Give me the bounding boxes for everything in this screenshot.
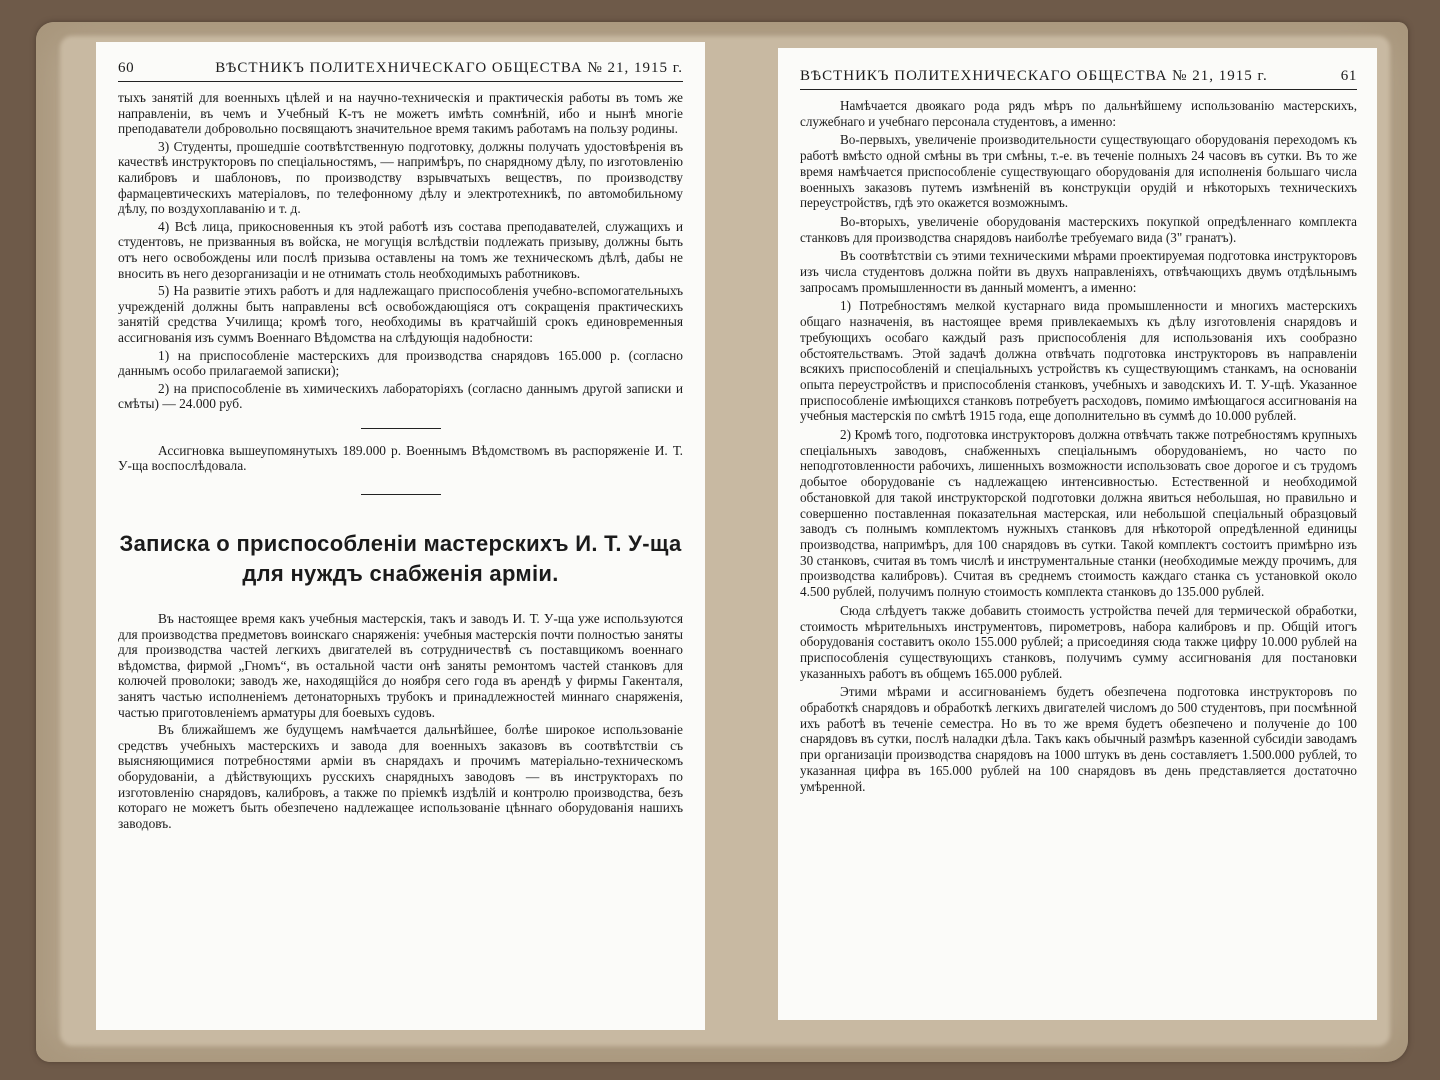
left-page-header xyxy=(118,60,683,82)
separator-rule xyxy=(361,494,441,495)
paragraph: 2) Кромѣ того, подготовка инструкторовъ должна отвѣчать также потребностямъ крупныхъ спеціальныхъ заводовъ, снабженныхъ спеціальнымъ оборудованіемъ, но часто по неподготовленности рабочихъ, лишенныхъ возможности использовать свое дорогое и съ трудомъ добытое оборудованіе съ надлежащею интенсивностью. Естественной и необходимой обстановкой для такой инструкторской подготовки должна явиться небольшая, но правильно и совершенно поставленная показательная мастерская, или небольшой спеціальный образцовый заводъ съ полнымъ комплектомъ нужныхъ станковъ для нѣкоторой опредѣленной единицы производства, напримѣръ, для 100 снарядовъ въ сутки. Такой комплектъ состоитъ примѣрно изъ 30 станковъ, считая въ томъ числѣ и инструментальные станки (необходимые между прочимъ, для производства калибровъ). Считая въ среднемъ стоимость каждаго станка съ установкой около 4.500 рублей, получимъ полную стоимость комплекта станковъ до 135.000 рублей. xyxy=(800,427,1357,600)
right-header-title: ВѢСТНИКЪ ПОЛИТЕХНИЧЕСКАГО ОБЩЕСТВА № 21, 1915 г. xyxy=(800,68,1268,84)
paragraph: 3) Студенты, прошедшіе соотвѣтственную подготовку, должны получать удостовѣренія въ качествѣ инструкторовъ по спеціальностямъ, — напримѣръ, по снарядному дѣлу, по изготовленію калибровъ и шаблоновъ, по производству взрывчатыхъ веществъ, по производству фармацевтическихъ матеріаловъ, по телефонному дѣлу и электротехникѣ, по автомобильному дѣлу, по воздухоплаванію и т. д. xyxy=(118,138,683,217)
right-page-header xyxy=(800,68,1357,90)
separator-rule xyxy=(361,428,441,429)
paragraph: Въ ближайшемъ же будущемъ намѣчается дальнѣйшее, болѣе широкое использованіе средствъ учебныхъ мастерскихъ и завода для военныхъ заказовъ въ соотвѣтствіи съ выясняющимися потребностями арміи въ снарядахъ и прочимъ матеріально-техническомъ оборудованіи, а дѣйствующихъ русскихъ снарядныхъ заводовъ — въ инструкторахъ по изготовленію снарядовъ, калибровъ, а также по пріемкѣ издѣлій и контролю производства, безъ котораго не можетъ быть обезпечено надлежащее использованіе цѣннаго оборудованія нашихъ заводовъ. xyxy=(118,722,683,831)
left-header-title: ВѢСТНИКЪ ПОЛИТЕХНИЧЕСКАГО ОБЩЕСТВА № 21, 1915 г. xyxy=(215,60,683,76)
paragraph: Во-вторыхъ, увеличеніе оборудованія мастерскихъ покупкой опредѣленнаго комплекта станковъ для производства снарядовъ наиболѣе требуемаго вида (3" гранатъ). xyxy=(800,213,1357,245)
left-page-number: 60 xyxy=(118,60,135,76)
section-title xyxy=(118,529,683,589)
paragraph: Сюда слѣдуетъ также добавить стоимость устройства печей для термической обработки, стоимость мѣрительныхъ инструментовъ, пирометровъ, набора калибровъ и пр. Общій итогъ оборудованія составитъ около 155.000 рублей; а присоединяя сюда также цифру 10.000 рублей на приспособленія существующихъ станковъ, получимъ сумму ассигнованія для постановки указанныхъ работъ въ общемъ 165.000 рублей. xyxy=(800,602,1357,681)
paragraph: тыхъ занятій для военныхъ цѣлей и на научно-техническія и практическія работы въ томъ же направленіи, въ чемъ и Учебный К-тъ не можетъ имѣть сомнѣній, ибо и нынѣ многіе преподаватели добровольно посвящаютъ значительное время такимъ работамъ на пользу родины. xyxy=(118,90,683,137)
right-page xyxy=(778,48,1377,1020)
left-page xyxy=(96,42,705,1030)
paragraph: Въ настоящее время какъ учебныя мастерскія, такъ и заводъ И. Т. У-ща уже используются для производства предметовъ воинскаго снаряженія: учебныя мастерскія почти полностью заняты для производства частей легкихъ двигателей въ сотрудничествѣ съ поставщикомъ военнаго вѣдомства, фирмой „Гномъ“, въ остальной части онѣ заняты ремонтомъ частей станковъ для колючей проволоки; заводъ же, находящійся до ноября сего года въ арендѣ у фирмы Гакенталя, занятъ частью исполненіемъ детонаторныхъ трубокъ и принадлежностей миннаго снаряженія, частью приготовленіемъ арматуры для боевыхъ судовъ. xyxy=(118,611,683,720)
paragraph: 2) на приспособленіе въ химическихъ лабораторіяхъ (согласно даннымъ другой записки и смѣты) — 24.000 руб. xyxy=(118,380,683,412)
paragraph: Во-первыхъ, увеличеніе производительности существующаго оборудованія переходомъ къ работѣ вмѣсто одной смѣны въ три смѣны, т.-е. въ теченіе полныхъ 24 часовъ въ сутки. Въ то же время намѣчается приспособленіе существующаго оборудованія для исполненія большаго числа военныхъ заказовъ путемъ измѣненій въ конструкціи орудій и нѣкоторыхъ техническихъ переустройствъ, гдѣ это окажется возможнымъ. xyxy=(800,132,1357,211)
paragraph: Въ соотвѣтствіи съ этими техническими мѣрами проектируемая подготовка инструкторовъ изъ числа студентовъ должна пойти въ двухъ направленіяхъ, отвѣчающихъ двумъ отдѣльнымъ запросамъ промышленности въ данный моментъ, а именно: xyxy=(800,248,1357,295)
assignment-note-block xyxy=(118,443,683,474)
paragraph: 1) Потребностямъ мелкой кустарнаго вида промышленности и многихъ мастерскихъ общаго назначенія, въ настоящее время привлекаемыхъ къ дѣлу изготовленія снарядовъ и требующихъ особаго каждый разъ приспособленія для использованія ихъ сообразно обстоятельствамъ. Этой задачѣ должна отвѣчать подготовка инструкторовъ въ направленіи всякихъ приспособленій и спеціальныхъ устройствъ къ существующимъ станкамъ, на основаніи опыта переустройствъ и приспособленія станковъ, учебныхъ и заводскихъ И. Т. У-щѣ. Указанное приспособленіе имѣющихся станковъ потребуетъ расходовъ, помимо имѣющагося ассигнованія на учебныя мастерскія по смѣтѣ 1915 года, еще дополнительно въ суммѣ до 10.000 рублей. xyxy=(800,298,1357,424)
paragraph: Этими мѣрами и ассигнованіемъ будетъ обезпечена подготовка инструкторовъ по обработкѣ снарядовъ и обработкѣ легкихъ двигателей числомъ до 500 студентовъ, при посмѣнной ихъ работѣ въ теченіе семестра. Но въ то же время будетъ обезпечено и полученіе до 100 снарядовъ въ сутки, послѣ наладки дѣла. Такъ какъ обычный размѣръ казенной субсидіи заводамъ при организаціи производства снарядовъ на 1000 штукъ въ день составляетъ 1.500.000 рублей, то указанная цифра въ 165.000 рублей на 100 снарядовъ въ день представляется достаточно умѣренной. xyxy=(800,684,1357,794)
paragraph: 4) Всѣ лица, прикосновенныя къ этой работѣ изъ состава преподавателей, служащихъ и студентовъ, не призванныя въ войска, не могущія вслѣдствіи подлежать призыву, должны быть отъ него освобождены или послѣ призыва оставлены на томъ же техническомъ дѣлѣ, дабы не вносить въ него дезорганизаціи и не отнимать столь необходимыхъ работниковъ. xyxy=(118,218,683,281)
left-bottom-text xyxy=(118,611,683,831)
paragraph: Намѣчается двоякаго рода рядъ мѣръ по дальнѣйшему использованію мастерскихъ, служебнаго и учебнаго персонала студентовъ, а именно: xyxy=(800,98,1357,129)
paragraph: 5) На развитіе этихъ работъ и для надлежащаго приспособленія учебно-вспомогательныхъ учрежденій должны быть направлены всѣ освобождающіяся отъ сокращенія практическихъ занятій средства Училища; кромѣ того, необходимы въ кратчайшій срокъ единовременныя ассигнованія изъ суммъ Военнаго Вѣдомства на слѣдующія надобности: xyxy=(118,283,683,345)
section-title-line2: для нуждъ снабженія арміи. xyxy=(242,561,559,587)
paragraph: 1) на приспособленіе мастерскихъ для производства снарядовъ 165.000 р. (согласно даннымъ особо прилагаемой записки); xyxy=(118,347,683,379)
assignment-note: Ассигновка вышеупомянутыхъ 189.000 р. Военнымъ Вѣдомствомъ въ распоряженіе И. Т. У-ща воспослѣдовала. xyxy=(118,442,683,474)
left-top-text xyxy=(118,90,683,412)
right-text xyxy=(800,98,1357,794)
right-page-number: 61 xyxy=(1340,68,1357,84)
section-title-line1: Записка о приспособленіи мастерскихъ И. Т. У-ща xyxy=(119,531,682,557)
